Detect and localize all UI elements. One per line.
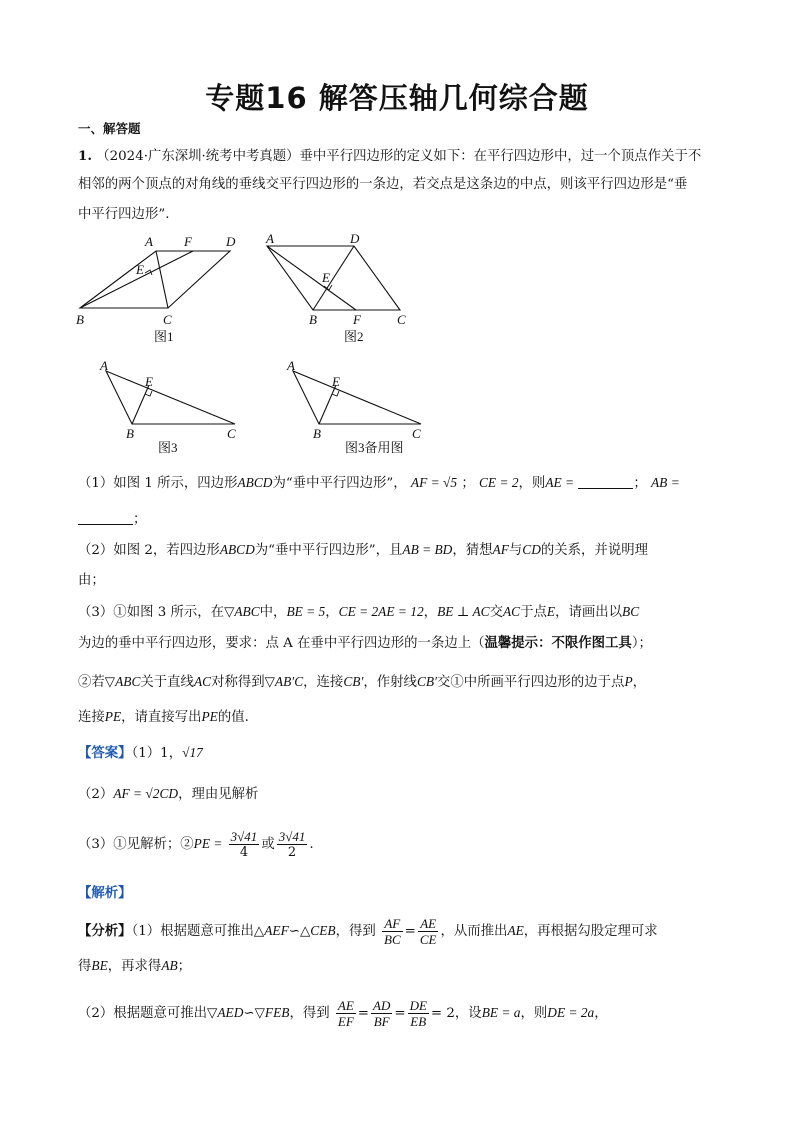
figure-1 <box>76 234 236 344</box>
hint-text: 温馨提示：不限作图工具 <box>484 635 632 651</box>
fig3-label-e: E <box>145 374 153 389</box>
problem-intro-text-1: （2024·广东深圳·统考中考真题）垂中平行四边形的定义如下：在平行四边形中，过一个顶点作关于不 <box>96 149 702 164</box>
answer-fraction-1: $\frac{3√41}{4}$ <box>230 829 258 860</box>
analysis-tag: 【解析】 <box>78 885 132 901</box>
fig3b-label-e: E <box>332 374 340 389</box>
analysis-fraction-de-eb: $\frac{DE}{EB}$ <box>409 998 427 1029</box>
question-3-line-3: ②若▽ABC关于直线AC对称得到▽AB′C，连接CB′，作射线CB′交①中所画平行四边形的边于点P， <box>78 674 647 690</box>
answer-tag: 【答案】 <box>78 745 132 761</box>
problem-intro-line-2: 相邻的两个顶点的对角线的垂线交平行四边形的一条边，若交点是这条边的中点，则该平行四边形是“垂 <box>78 177 688 192</box>
figure-2 <box>265 232 406 344</box>
problem-intro-line-1 <box>78 147 701 166</box>
question-1-line-1: （1）如图 1 所示，四边形ABCD为“垂中平行四边形”， AF = √5 ； CE = 2，则AE = ； AB = <box>78 475 680 491</box>
fig2-caption: 图2 <box>344 329 364 344</box>
figures-row-1 <box>70 232 450 350</box>
fig3b-caption: 图3备用图 <box>345 440 404 455</box>
fig2-label-b: B <box>309 312 317 327</box>
answer-fraction-2: $\frac{3√41}{2}$ <box>278 829 306 860</box>
fig3-caption: 图3 <box>158 440 178 455</box>
analysis-line-2: 得BE，再求得AB； <box>78 958 192 974</box>
figure-3 <box>99 358 236 455</box>
analysis-fraction-af-bc: $\frac{AF}{BC}$ <box>384 916 401 947</box>
answer-sqrt17: √17 <box>182 745 203 760</box>
fig2-label-d: D <box>350 232 360 246</box>
problem-intro-line-3: 中平行四边形”. <box>78 207 170 222</box>
analysis-line-3: （2）根据题意可推出▽AED∽▽FEB，得到 $\frac{AE}{EF}$ = $\frac{AD}{BF}$ = $\frac{DE}{EB}$ = 2，设BE = a，则DE = 2a， <box>78 998 608 1029</box>
answer-blank-ab[interactable] <box>78 510 133 525</box>
question-3-line-2: 为边的垂中平行四边形，要求：点 A 在垂中平行四边形的一条边上（温馨提示：不限作图工具）； <box>78 635 652 651</box>
fig1-label-b: B <box>76 312 84 327</box>
fig3b-label-c: C <box>412 426 421 441</box>
fig2-label-a: A <box>266 232 274 246</box>
page-title: 专题16 解答压轴几何综合题 <box>205 81 589 115</box>
fig1-label-c: C <box>163 312 172 327</box>
analysis-fraction-ae-ce: $\frac{AE}{CE}$ <box>419 916 437 947</box>
section-heading: 一、解答题 <box>78 121 141 136</box>
fig3b-label-a: A <box>287 358 295 373</box>
fig2-label-c: C <box>397 312 406 327</box>
fig3b-label-b: B <box>313 426 321 441</box>
question-1-line-2: ； <box>78 510 146 529</box>
fig1-label-e: E <box>136 262 144 277</box>
fig1-caption: 图1 <box>154 329 174 344</box>
fig1-label-d: D <box>226 234 236 249</box>
analysis-line-1: 【分析】（1）根据题意可推出△AEF∽△CEB，得到 $\frac{AF}{BC}$ = $\frac{AE}{CE}$ ，从而推出AE，再根据勾股定理可求 <box>78 916 658 947</box>
problem-number: 1. <box>78 148 92 164</box>
question-3-line-4: 连接PE，请直接写出PE的值. <box>78 709 249 725</box>
fig2-label-f: F <box>353 312 361 327</box>
fig1-label-a: A <box>145 234 153 249</box>
analysis-fraction-ae-ef: $\frac{AE}{EF}$ <box>337 998 354 1029</box>
figures-row-2 <box>90 358 440 458</box>
answer-blank-ae[interactable] <box>578 474 633 489</box>
fig1-label-f: F <box>184 234 192 249</box>
fig3-label-c: C <box>227 426 236 441</box>
question-3-line-1: （3）①如图 3 所示，在▽ABC中，BE = 5，CE = 2AE = 12，BE ⊥ AC交AC于点E，请画出以BC <box>78 604 640 620</box>
answer-line-1: 【答案】（1）1，√17 <box>78 745 203 761</box>
question-2-line-1: （2）如图 2，若四边形ABCD为“垂中平行四边形”，且AB = BD，猜想AF与CD的关系，并说明理 <box>78 542 648 558</box>
fig3-label-b: B <box>126 426 134 441</box>
answer-line-2: （2）AF = √2CD，理由见解析 <box>78 786 259 802</box>
figure-3-backup <box>286 358 421 455</box>
answer-line-3: （3）①见解析；②PE = $\frac{3√41}{4}$ 或 $\frac{3√41}{2}$ . <box>78 829 314 860</box>
fig2-label-e: E <box>322 270 330 285</box>
question-2-line-2: 由； <box>78 573 105 588</box>
fig3-label-a: A <box>100 358 108 373</box>
analysis-fraction-ad-bf: $\frac{AD}{BF}$ <box>373 998 391 1029</box>
